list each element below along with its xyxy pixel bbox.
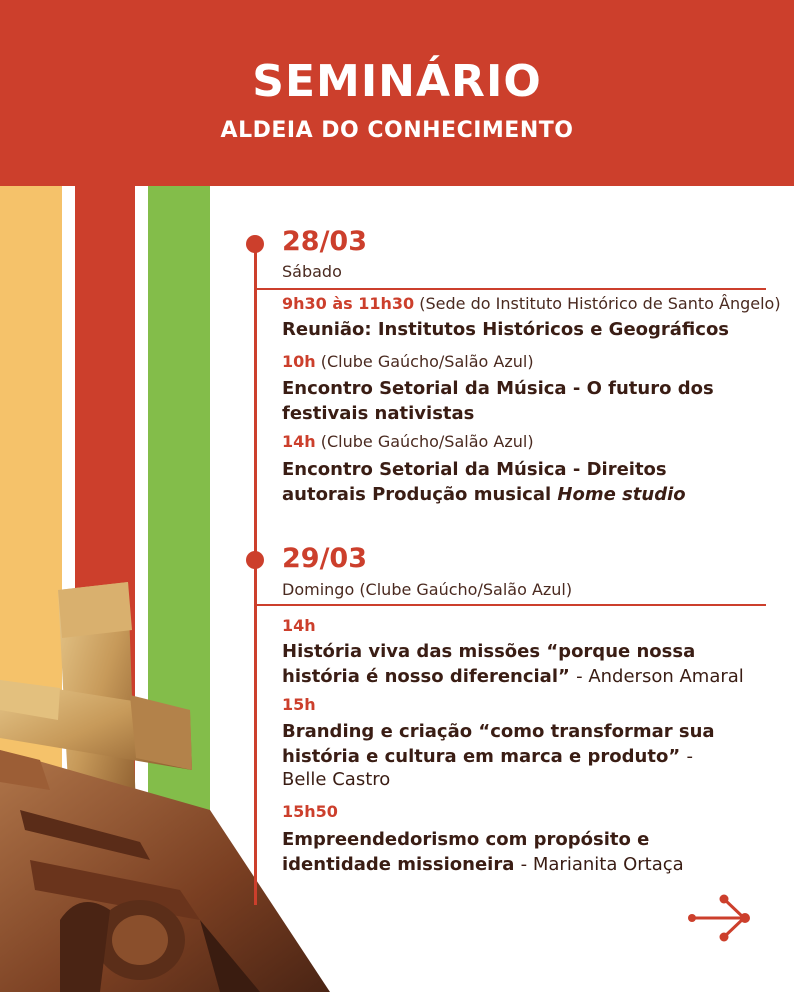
event-speaker: Belle Castro <box>282 769 391 790</box>
event-title-text: autorais Produção musical <box>282 484 552 505</box>
event-speaker-dash: - <box>686 746 693 767</box>
event-title: Encontro Setorial da Música - Direitos <box>282 459 667 480</box>
event-title: Empreendedorismo com propósito e <box>282 829 650 850</box>
day1-weekday: Sábado <box>282 262 342 281</box>
event-title-text: história e cultura em marca e produto” <box>282 746 681 767</box>
header-banner <box>0 0 794 186</box>
event-title-italic: Home studio <box>557 484 686 505</box>
event-title <box>282 852 684 877</box>
event-time: 15h <box>282 695 316 714</box>
page-title: SEMINÁRIO <box>252 56 542 107</box>
event-place: (Sede do Instituto Histórico de Santo Ângelo) <box>419 294 781 313</box>
event-title <box>282 482 686 507</box>
timeline-line <box>254 240 257 905</box>
page-subtitle: ALDEIA DO CONHECIMENTO <box>220 118 574 143</box>
event-time: 10h <box>282 352 316 371</box>
event-speaker: - Anderson Amaral <box>576 666 744 687</box>
event-title: festivais nativistas <box>282 403 475 424</box>
event-title-text: identidade missioneira <box>282 854 515 875</box>
event-title <box>282 664 744 689</box>
event-title: História viva das missões “porque nossa <box>282 641 696 662</box>
event-title <box>282 744 693 769</box>
event-time-line <box>282 352 534 371</box>
event-time-line <box>282 432 534 451</box>
day2-date: 29/03 <box>282 543 368 574</box>
day1-separator <box>256 288 766 290</box>
event-place: (Clube Gaúcho/Salão Azul) <box>320 352 534 371</box>
event-title: Branding e criação “como transformar sua <box>282 721 715 742</box>
event-time-line <box>282 294 781 313</box>
event-place: (Clube Gaúcho/Salão Azul) <box>320 432 534 451</box>
church-cross-photo <box>0 560 330 992</box>
event-time: 14h <box>282 432 316 451</box>
day1-date: 28/03 <box>282 226 368 257</box>
timeline-dot-day2 <box>246 551 264 569</box>
day2-weekday: Domingo (Clube Gaúcho/Salão Azul) <box>282 580 573 599</box>
event-time: 9h30 às 11h30 <box>282 294 415 313</box>
share-arrow-icon[interactable] <box>688 893 752 943</box>
timeline-dot-day1 <box>246 235 264 253</box>
day2-separator <box>256 604 766 606</box>
event-speaker: - Marianita Ortaça <box>520 854 684 875</box>
event-title: Encontro Setorial da Música - O futuro dos <box>282 378 714 399</box>
event-time: 14h <box>282 616 316 635</box>
event-time: 15h50 <box>282 802 338 821</box>
event-title: Reunião: Institutos Históricos e Geográficos <box>282 319 730 340</box>
event-title-text: história é nosso diferencial” <box>282 666 570 687</box>
